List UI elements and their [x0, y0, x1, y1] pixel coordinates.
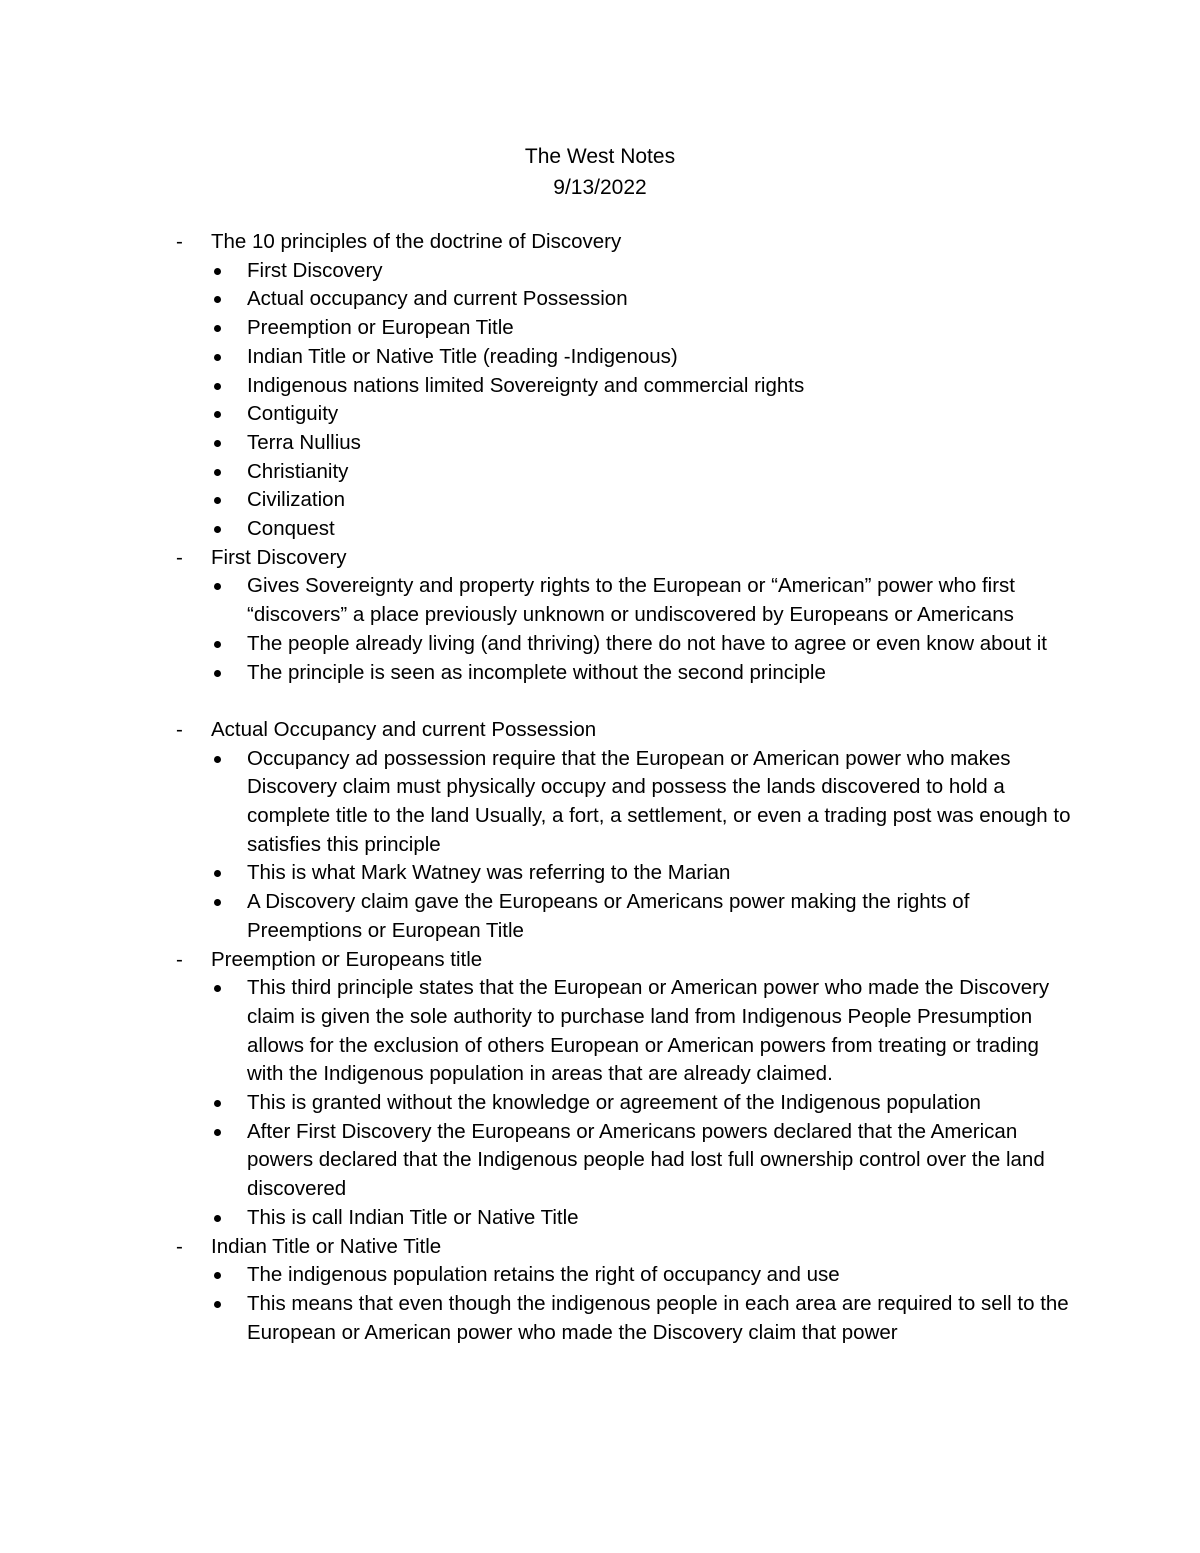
bullet-dot-icon: [211, 1204, 247, 1233]
list-item-text: The people already living (and thriving) there do not have to agree or even know about it: [247, 631, 1048, 655]
dash-marker: -: [176, 1234, 183, 1258]
list-item-text: The principle is seen as incomplete without the second principle: [247, 660, 826, 684]
list-item: [211, 486, 1074, 515]
bullet-dot-icon: [211, 1089, 247, 1118]
dash-marker: -: [176, 230, 183, 253]
list-item-text: This means that even though the indigenous people in each area are required to sell to the European or American power who made the Discovery claim that power: [247, 1292, 1069, 1344]
bullet-dot-icon: [211, 372, 247, 401]
section-heading: First Discovery: [211, 545, 347, 569]
list-item-text: Preemption or European Title: [247, 316, 514, 340]
section-preemption: [174, 946, 1074, 1233]
section-heading: Actual Occupancy and current Possession: [211, 717, 597, 741]
bullet-list: [174, 257, 1074, 544]
bullet-dot-icon: [211, 429, 247, 458]
section-heading: Preemption or Europeans title: [211, 947, 483, 971]
list-item-text: This is call Indian Title or Native Title: [247, 1205, 579, 1229]
bullet-dot-icon: [211, 859, 247, 888]
list-item-text: Christianity: [247, 459, 349, 483]
list-item: [211, 429, 1074, 458]
dash-marker: -: [176, 947, 183, 971]
bullet-dot-icon: [211, 314, 247, 343]
list-item-text: Gives Sovereignty and property rights to the European or “American” power who first “discovers” a place previously unknown or undiscovered by Europeans or Americans: [247, 574, 1015, 627]
list-item-text: First Discovery: [247, 258, 383, 282]
section-heading-row: [174, 716, 1074, 745]
bullet-dot-icon: [211, 630, 247, 659]
bullet-dot-icon: [211, 515, 247, 544]
bullet-list: [174, 1261, 1074, 1347]
list-item: [211, 458, 1074, 487]
section-heading-row: [174, 946, 1074, 975]
list-item-text: Conquest: [247, 517, 335, 541]
bullet-dot-icon: [211, 343, 247, 372]
section-heading-row: [174, 544, 1074, 573]
dash-marker: -: [176, 717, 183, 741]
bullet-list: [174, 974, 1074, 1232]
list-item: [211, 572, 1074, 629]
list-item-text: Actual occupancy and current Possession: [247, 287, 628, 311]
bullet-dot-icon: [211, 285, 247, 314]
bullet-dot-icon: [211, 659, 247, 688]
section-indian-title: [174, 1233, 1074, 1348]
list-item: [211, 1290, 1074, 1347]
bullet-dot-icon: [211, 257, 247, 286]
bullet-list: [174, 745, 1074, 946]
bullet-list: [174, 572, 1074, 687]
bullet-dot-icon: [211, 458, 247, 487]
bullet-dot-icon: [211, 1118, 247, 1147]
dash-marker: -: [176, 545, 183, 569]
list-item-text: The indigenous population retains the right of occupancy and use: [247, 1263, 840, 1287]
list-item-text: This third principle states that the European or American power who made the Discovery claim is given the sole authority to purchase land from Indigenous People Presumption allows for the exclusion of others European or American powers from treating or trading with the Indigenous population in areas that are already claimed.: [247, 976, 1050, 1086]
list-item-text: This is what Mark Watney was referring to the Marian: [247, 861, 731, 885]
section-heading: The 10 principles of the doctrine of Discovery: [211, 230, 622, 253]
list-item: [211, 257, 1074, 286]
list-item: [211, 343, 1074, 372]
list-item: [211, 400, 1074, 429]
list-item-text: Contiguity: [247, 402, 339, 426]
bullet-dot-icon: [211, 572, 247, 601]
list-item: [211, 745, 1074, 860]
bullet-dot-icon: [211, 486, 247, 515]
section-heading: Indian Title or Native Title: [211, 1234, 442, 1258]
bullet-dot-icon: [211, 1261, 247, 1290]
section-heading-row: [174, 228, 1074, 257]
list-item: [211, 859, 1074, 888]
list-item-text: A Discovery claim gave the Europeans or Americans power making the rights of Preemptions or European Title: [247, 890, 970, 942]
document-header: [0, 141, 1200, 203]
bullet-dot-icon: [211, 888, 247, 917]
list-item: [211, 314, 1074, 343]
list-item-text: Civilization: [247, 488, 345, 512]
bullet-dot-icon: [211, 745, 247, 774]
section-principles: [174, 228, 1074, 544]
list-item-text: Indigenous nations limited Sovereignty and commercial rights: [247, 373, 805, 397]
list-item-text: This is granted without the knowledge or agreement of the Indigenous population: [247, 1091, 981, 1115]
list-item: [211, 372, 1074, 401]
list-item: [211, 630, 1074, 659]
bullet-dot-icon: [211, 1290, 247, 1319]
list-item: [211, 515, 1074, 544]
list-item: [211, 888, 1074, 945]
list-item: [211, 974, 1074, 1089]
list-item: [211, 659, 1074, 688]
list-item-text: Indian Title or Native Title (reading -Indigenous): [247, 344, 678, 368]
list-item: [211, 1204, 1074, 1233]
list-item: [211, 1089, 1074, 1118]
document-date: 9/13/2022: [553, 176, 647, 199]
list-item: [211, 1118, 1074, 1204]
list-item-text: After First Discovery the Europeans or Americans powers declared that the American powers declared that the Indigenous people had lost full ownership control over the land discovered: [247, 1119, 1045, 1201]
list-item-text: Terra Nullius: [247, 430, 361, 454]
list-item: [211, 1261, 1074, 1290]
document-title: The West Notes: [524, 145, 676, 168]
section-heading-row: [174, 1233, 1074, 1262]
list-item: [211, 285, 1074, 314]
section-first-discovery: [174, 544, 1074, 688]
section-actual-occupancy: [174, 716, 1074, 946]
bullet-dot-icon: [211, 400, 247, 429]
notes-body: [174, 228, 1074, 1347]
bullet-dot-icon: [211, 974, 247, 1003]
list-item-text: Occupancy ad possession require that the European or American power who makes Discovery claim must physically occupy and possess the lands discovered to hold a complete title to the land Usually, a fort, a settlement, or even a trading post was enough to satisfies this principle: [247, 746, 1071, 856]
